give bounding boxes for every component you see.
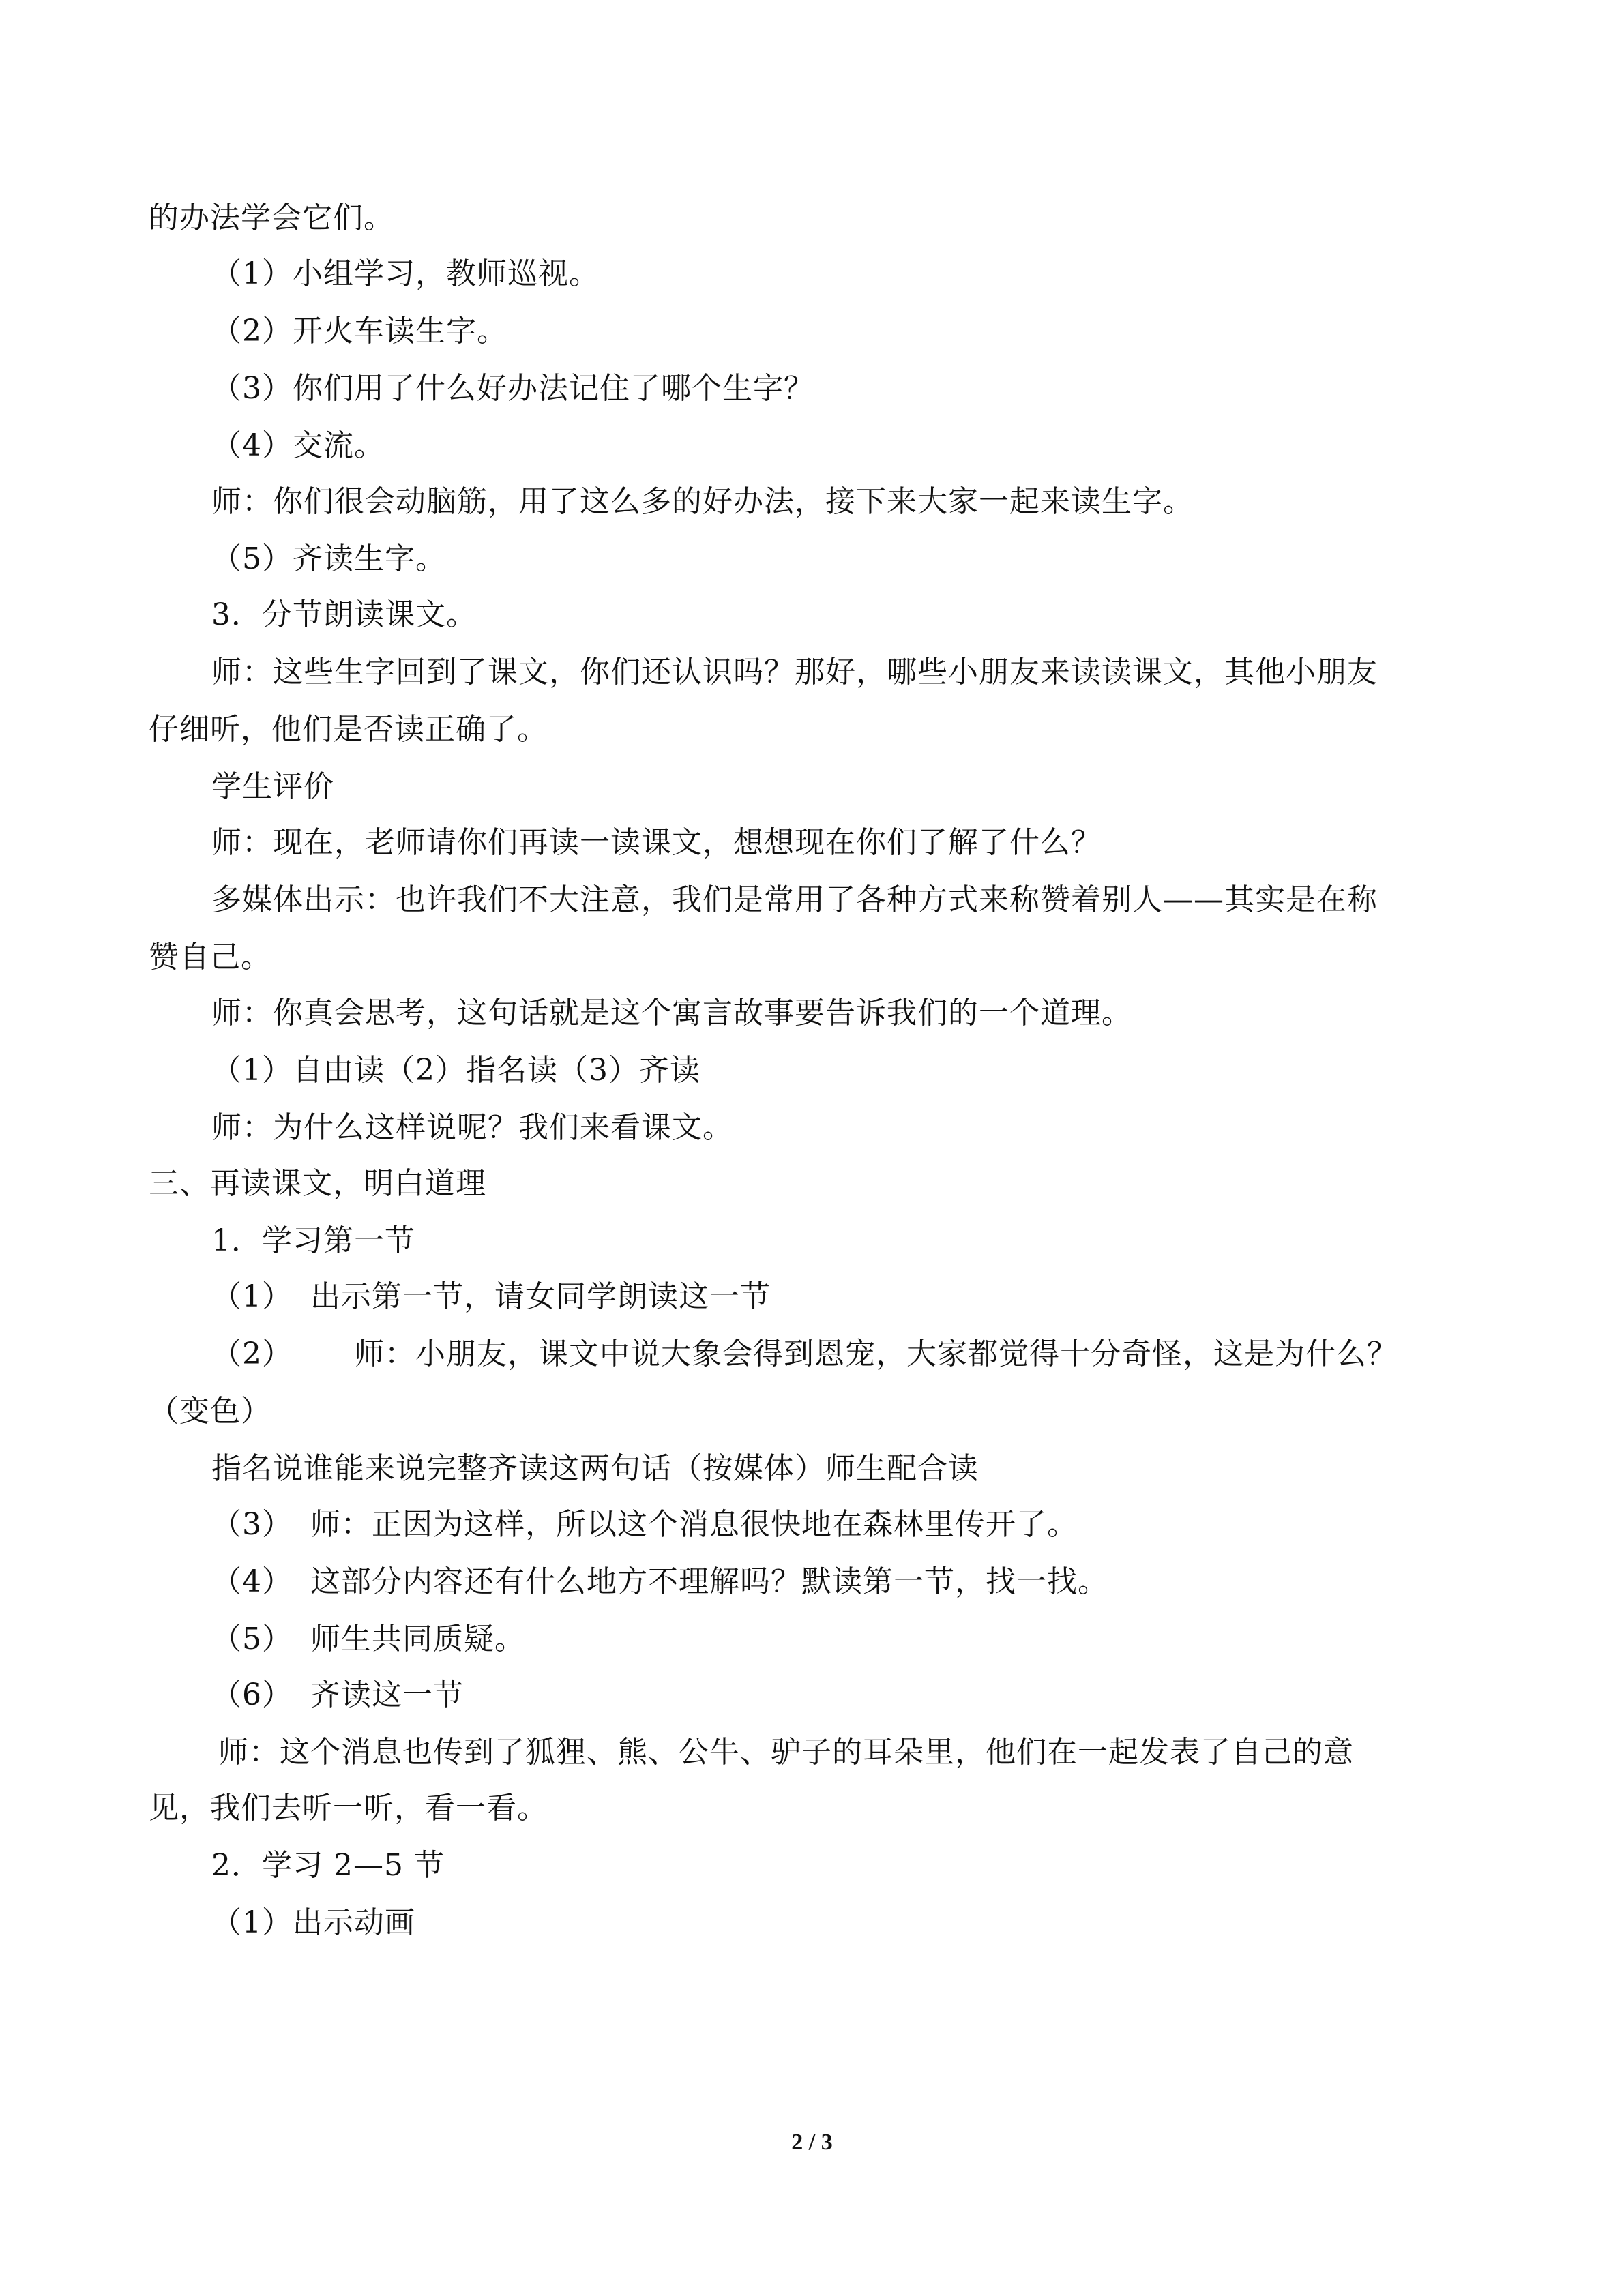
paragraph-line: 见，我们去听一听，看一看。 xyxy=(149,1791,548,1825)
section-step: 1．学习第一节 xyxy=(211,1223,415,1258)
list-item: （1）小组学习，教师巡视。 xyxy=(211,256,600,291)
list-item xyxy=(211,1675,464,1716)
list-item: （3）你们用了什么好办法记住了哪个生字？ xyxy=(211,371,814,406)
page-number: 2 / 3 xyxy=(791,2130,833,2155)
paragraph-line: 学生评价 xyxy=(211,769,334,804)
list-item xyxy=(211,1334,1398,1375)
list-marker: （4） xyxy=(211,1564,293,1599)
list-item xyxy=(211,1619,525,1660)
teacher-line: 师：你们很会动脑筋，用了这么多的好办法，接下来大家一起来读生字。 xyxy=(211,484,1194,519)
list-item xyxy=(211,1277,771,1317)
teacher-line: 师：这个消息也传到了狐狸、熊、公牛、驴子的耳朵里，他们在一起发表了自己的意 xyxy=(218,1735,1354,1770)
paragraph-line: 赞自己。 xyxy=(149,940,271,974)
list-item-text: 师生共同质疑。 xyxy=(310,1622,525,1656)
teacher-line: 师：你真会思考，这句话就是这个寓言故事要告诉我们的一个道理。 xyxy=(211,996,1132,1030)
list-item-text: 师：正因为这样，所以这个消息很快地在森林里传开了。 xyxy=(310,1507,1078,1542)
teacher-line: 师：这些生字回到了课文，你们还认识吗？那好，哪些小朋友来读读课文，其他小朋友 xyxy=(211,655,1378,689)
section-step: 2．学习 2—5 节 xyxy=(211,1848,445,1883)
section-heading: 三、再读课文，明白道理 xyxy=(149,1166,486,1201)
list-item xyxy=(211,1504,1078,1545)
list-item: （1）出示动画 xyxy=(211,1905,415,1940)
list-item: （5）齐读生字。 xyxy=(211,541,446,576)
list-item-text: 出示第一节，请女同学朗读这一节 xyxy=(310,1279,771,1314)
list-item: （2）开火车读生字。 xyxy=(211,314,507,348)
list-marker: （1） xyxy=(211,1279,293,1314)
list-item: （1）自由读（2）指名读（3）齐读 xyxy=(211,1053,700,1088)
list-marker: （2） xyxy=(211,1337,293,1371)
list-marker: （5） xyxy=(211,1622,293,1656)
section-step: 3．分节朗读课文。 xyxy=(211,597,477,632)
paragraph-line: （变色） xyxy=(149,1394,271,1429)
list-item-text: 齐读这一节 xyxy=(310,1678,464,1712)
paragraph-line: 指名说谁能来说完整齐读这两句话（按媒体）师生配合读 xyxy=(211,1451,979,1486)
paragraph-line: 的办法学会它们。 xyxy=(149,200,394,235)
teacher-line: 师：为什么这样说呢？我们来看课文。 xyxy=(211,1110,733,1145)
list-item: （4）交流。 xyxy=(211,428,385,463)
teacher-line: 师：现在，老师请你们再读一读课文，想想现在你们了解了什么？ xyxy=(211,825,1102,860)
list-item-text: 师：小朋友，课文中说大象会得到恩宠，大家都觉得十分奇怪，这是为什么？ xyxy=(354,1337,1398,1371)
list-marker: （3） xyxy=(211,1507,293,1542)
paragraph-line: 多媒体出示：也许我们不大注意，我们是常用了各种方式来称赞着别人——其实是在称 xyxy=(211,882,1378,917)
list-item-text: 这部分内容还有什么地方不理解吗？默读第一节，找一找。 xyxy=(310,1564,1108,1599)
list-item xyxy=(211,1562,1108,1602)
list-marker: （6） xyxy=(211,1678,293,1712)
paragraph-line: 仔细听，他们是否读正确了。 xyxy=(149,712,548,747)
